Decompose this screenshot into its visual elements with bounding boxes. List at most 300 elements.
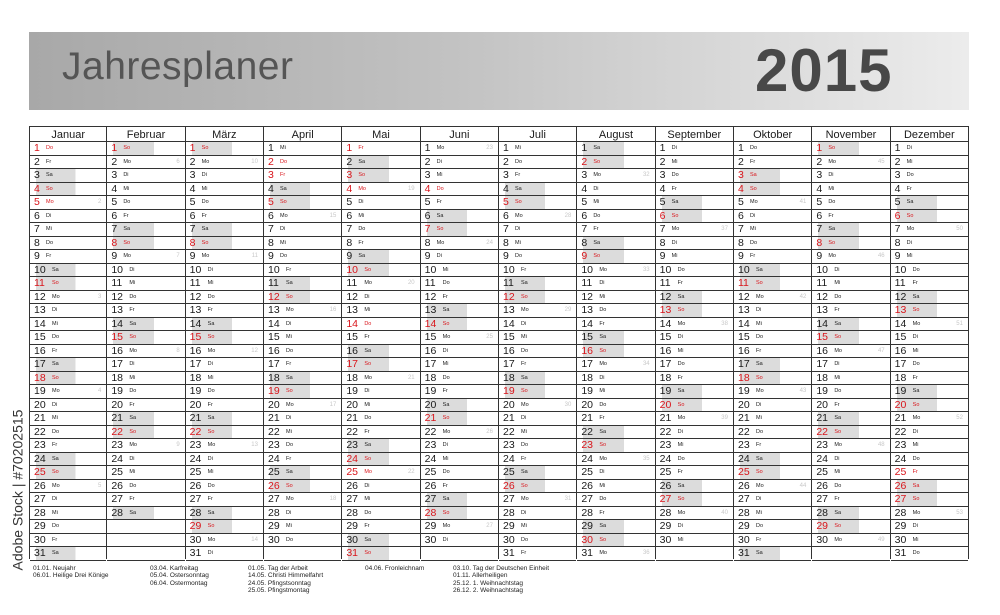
- weekday-abbr: Fr: [671, 185, 677, 192]
- weekday-abbr: Sa: [756, 455, 763, 462]
- weekday-abbr: So: [364, 266, 372, 273]
- weekday-abbr: Fr: [364, 428, 370, 435]
- day-row: [342, 223, 419, 237]
- week-number: 48: [877, 442, 885, 448]
- day-row: [264, 534, 341, 548]
- day-number: 24: [268, 452, 280, 465]
- day-number: 23: [268, 439, 280, 451]
- day-row: [342, 385, 419, 399]
- weekday-abbr: Sa: [834, 320, 842, 327]
- weekday-abbr: Mo: [515, 212, 523, 219]
- weekday-abbr: Do: [599, 401, 607, 408]
- weekday-abbr: Di: [358, 199, 364, 205]
- weekday-abbr: Mi: [201, 185, 208, 192]
- weekday-abbr: Fr: [912, 374, 918, 381]
- weekday-abbr: Di: [599, 469, 605, 475]
- day-row: [656, 277, 733, 291]
- weekday-abbr: Sa: [828, 226, 836, 232]
- weekday-abbr: Di: [52, 307, 58, 313]
- weekday-abbr: Mo: [599, 361, 607, 367]
- day-row: [499, 345, 576, 359]
- month-column: [29, 126, 107, 559]
- weekday-abbr: Mi: [515, 239, 521, 246]
- day-row: [812, 237, 889, 251]
- day-number: 25: [503, 466, 515, 478]
- month-name: Oktober: [734, 126, 811, 142]
- day-row: [30, 169, 106, 183]
- day-number: 12: [738, 290, 750, 303]
- day-row: [107, 250, 184, 264]
- day-number: 9: [346, 250, 353, 262]
- day-row: [30, 318, 106, 332]
- week-number: 49: [877, 536, 885, 543]
- weekday-abbr: Di: [912, 428, 918, 435]
- day-row: [656, 547, 733, 561]
- day-row: [891, 547, 968, 561]
- day-row: [656, 399, 733, 413]
- weekday-abbr: So: [677, 401, 685, 408]
- day-number: 24: [816, 452, 829, 465]
- day-number: 13: [503, 304, 515, 316]
- month-name: März: [186, 126, 263, 142]
- day-row: [577, 385, 654, 399]
- day-number: 10: [268, 263, 280, 276]
- day-row: [264, 453, 341, 467]
- weekday-abbr: Mo: [286, 496, 294, 502]
- day-number: 12: [268, 290, 280, 303]
- day-row: [656, 304, 733, 318]
- day-row: [264, 250, 341, 264]
- day-row: [656, 385, 733, 399]
- day-row: [264, 223, 341, 237]
- legend-block: 04.06. Fronleichnam: [365, 565, 425, 572]
- day-row: [342, 345, 419, 359]
- weekday-abbr: Do: [834, 388, 842, 394]
- day-number: 6: [189, 209, 196, 222]
- day-row: [30, 250, 106, 264]
- weekday-abbr: Di: [834, 266, 840, 273]
- day-row: [421, 318, 498, 332]
- day-number: 11: [34, 277, 45, 289]
- day-number: 5: [111, 196, 118, 208]
- day-number: 11: [816, 277, 828, 289]
- day-number: 12: [816, 290, 829, 303]
- day-row: [577, 466, 654, 480]
- day-number: 26: [268, 479, 280, 492]
- day-row: [734, 318, 811, 332]
- day-row: [186, 453, 263, 467]
- weekday-abbr: Di: [123, 172, 129, 178]
- weekday-abbr: Mo: [756, 293, 764, 300]
- day-number: 30: [34, 533, 46, 546]
- day-number: 29: [268, 520, 280, 532]
- weekday-abbr: Sa: [756, 361, 763, 367]
- weekday-abbr: Do: [436, 185, 444, 192]
- day-row: [499, 277, 576, 291]
- day-row: [264, 385, 341, 399]
- day-row: [186, 169, 263, 183]
- day-number: 6: [738, 209, 744, 222]
- day-number: 16: [111, 344, 124, 357]
- day-number: 5: [816, 196, 823, 208]
- weekday-abbr: Fr: [828, 212, 834, 219]
- day-row: [30, 520, 106, 534]
- day-number: 14: [111, 317, 124, 330]
- weekday-abbr: Fr: [286, 266, 292, 273]
- day-row: [186, 439, 263, 453]
- day-number: 23: [894, 439, 907, 451]
- weekday-abbr: Mo: [442, 523, 451, 529]
- day-number: 1: [111, 142, 118, 154]
- weekday-abbr: Do: [521, 536, 529, 543]
- weekday-abbr: Mi: [756, 415, 762, 421]
- watermark-text: Adobe Stock | #70202515: [9, 409, 26, 571]
- day-row: [577, 291, 654, 305]
- day-number: 24: [659, 452, 672, 465]
- weekday-abbr: Sa: [834, 509, 842, 516]
- day-number: 3: [346, 169, 353, 181]
- weekday-abbr: Fr: [52, 536, 58, 543]
- day-row: [891, 466, 968, 480]
- day-number: 24: [738, 452, 750, 465]
- day-row: [734, 453, 811, 467]
- day-row: [656, 196, 733, 210]
- day-row: [734, 507, 811, 521]
- day-number: 3: [189, 169, 196, 181]
- weekday-abbr: So: [207, 428, 215, 435]
- day-number: 21: [738, 412, 750, 424]
- weekday-abbr: Fr: [521, 455, 527, 462]
- day-row: [656, 183, 733, 197]
- weekday-abbr: Sa: [129, 509, 137, 516]
- day-number: 28: [424, 506, 437, 519]
- weekday-abbr: Fr: [834, 401, 840, 408]
- day-number: 13: [111, 304, 124, 316]
- weekday-abbr: Di: [280, 226, 286, 232]
- day-number: 8: [659, 236, 666, 249]
- weekday-abbr: So: [671, 212, 679, 219]
- weekday-abbr: Sa: [912, 388, 920, 394]
- day-number: 21: [503, 412, 515, 424]
- day-number: 23: [581, 439, 594, 451]
- day-row: [264, 183, 341, 197]
- weekday-abbr: Di: [912, 334, 918, 340]
- day-row: [30, 453, 106, 467]
- weekday-abbr: Sa: [52, 361, 59, 367]
- day-number: 13: [894, 304, 907, 316]
- day-row: [499, 237, 576, 251]
- week-number: 29: [564, 307, 572, 313]
- weekday-abbr: Do: [521, 442, 529, 448]
- day-row: [891, 237, 968, 251]
- weekday-abbr: Di: [750, 212, 756, 219]
- day-number: 19: [111, 385, 124, 397]
- weekday-abbr: So: [677, 496, 685, 502]
- month-column: [577, 126, 655, 559]
- weekday-abbr: Di: [834, 361, 840, 367]
- weekday-abbr: Mi: [207, 374, 214, 381]
- week-number: 37: [721, 226, 728, 232]
- day-row: [107, 210, 184, 224]
- day-row: [264, 372, 341, 386]
- weekday-abbr: Mo: [123, 158, 131, 165]
- day-number: 15: [816, 331, 829, 343]
- weekday-abbr: Fr: [599, 320, 605, 327]
- weekday-abbr: Mo: [201, 253, 210, 259]
- day-row: [107, 534, 184, 548]
- day-number: 28: [738, 506, 750, 519]
- week-number: 45: [877, 158, 885, 165]
- day-number: 17: [34, 358, 46, 370]
- day-row: [421, 345, 498, 359]
- weekday-abbr: Mi: [442, 361, 449, 367]
- day-number: 20: [34, 398, 46, 411]
- day-row: [421, 520, 498, 534]
- weekday-abbr: Fr: [207, 496, 213, 502]
- weekday-abbr: Mi: [912, 536, 919, 543]
- day-row: [30, 237, 106, 251]
- week-number: 5: [97, 482, 102, 489]
- weekday-abbr: Fr: [599, 415, 605, 421]
- weekday-abbr: Mo: [129, 347, 137, 354]
- day-number: 6: [894, 209, 901, 222]
- day-row: [734, 466, 811, 480]
- weekday-abbr: So: [280, 199, 287, 205]
- weekday-abbr: Mi: [521, 523, 527, 529]
- day-row: [186, 358, 263, 372]
- day-row: [734, 547, 811, 561]
- day-row: [656, 291, 733, 305]
- weekday-abbr: Mi: [599, 482, 606, 489]
- day-row: [577, 372, 654, 386]
- day-row: [186, 385, 263, 399]
- day-number: 21: [268, 412, 280, 424]
- weekday-abbr: Mi: [515, 145, 521, 151]
- weekday-abbr: Mo: [129, 442, 137, 448]
- day-row: [812, 372, 889, 386]
- day-row: [264, 547, 341, 561]
- weekday-abbr: Fr: [129, 307, 135, 313]
- day-row: [577, 237, 654, 251]
- day-row: [812, 291, 889, 305]
- weekday-abbr: Fr: [756, 536, 762, 543]
- day-row: [342, 453, 419, 467]
- day-number: 13: [738, 304, 750, 316]
- day-number: 16: [189, 344, 202, 357]
- weekday-abbr: Sa: [599, 334, 607, 340]
- day-row: [342, 196, 419, 210]
- weekday-abbr: Do: [515, 158, 523, 165]
- weekday-abbr: Sa: [207, 320, 215, 327]
- day-number: 24: [581, 452, 594, 465]
- day-row: [264, 466, 341, 480]
- day-row: [734, 372, 811, 386]
- day-number: 9: [659, 250, 666, 262]
- day-number: 6: [111, 209, 118, 222]
- day-row: [891, 264, 968, 278]
- day-number: 3: [581, 169, 588, 181]
- weekday-abbr: Di: [521, 320, 527, 327]
- day-row: [421, 250, 498, 264]
- day-row: [891, 385, 968, 399]
- day-row: [577, 426, 654, 440]
- day-row: [421, 196, 498, 210]
- day-row: [107, 264, 184, 278]
- weekday-abbr: So: [521, 482, 528, 489]
- day-number: 22: [581, 425, 594, 438]
- weekday-abbr: Di: [599, 280, 605, 286]
- day-row: [264, 399, 341, 413]
- day-row: [656, 169, 733, 183]
- day-row: [421, 412, 498, 426]
- day-number: 21: [34, 412, 46, 424]
- day-row: [734, 291, 811, 305]
- day-number: 2: [738, 155, 744, 168]
- day-number: 3: [503, 169, 509, 181]
- day-number: 13: [268, 304, 280, 316]
- day-number: 28: [34, 506, 46, 519]
- day-number: 16: [424, 344, 437, 357]
- day-row: [499, 520, 576, 534]
- day-row: [107, 399, 184, 413]
- day-number: 27: [503, 493, 515, 505]
- day-row: [812, 250, 889, 264]
- day-number: 9: [503, 250, 509, 262]
- day-row: [812, 358, 889, 372]
- day-row: [421, 210, 498, 224]
- day-number: 28: [894, 506, 907, 519]
- day-row: [499, 210, 576, 224]
- day-number: 19: [738, 385, 750, 397]
- weekday-abbr: Do: [912, 361, 920, 367]
- day-row: [342, 412, 419, 426]
- weekday-abbr: Fr: [442, 482, 448, 489]
- month-name: Januar: [30, 126, 106, 142]
- day-number: 1: [503, 142, 509, 154]
- day-row: [499, 318, 576, 332]
- day-number: 27: [894, 493, 907, 505]
- day-row: [107, 439, 184, 453]
- day-row: [812, 223, 889, 237]
- day-number: 5: [346, 196, 353, 208]
- weekday-abbr: Do: [912, 455, 920, 462]
- day-row: [421, 547, 498, 561]
- day-number: 28: [503, 506, 515, 519]
- day-row: [891, 156, 968, 170]
- day-number: 25: [346, 466, 359, 478]
- weekday-abbr: Sa: [201, 226, 209, 232]
- weekday-abbr: Di: [756, 401, 762, 408]
- day-row: [186, 331, 263, 345]
- weekday-abbr: Sa: [906, 199, 914, 205]
- year-label: 2015: [755, 37, 893, 104]
- day-row: [107, 183, 184, 197]
- day-number: 8: [111, 236, 118, 249]
- day-number: 9: [111, 250, 118, 262]
- day-number: 25: [424, 466, 437, 478]
- day-number: 23: [503, 439, 515, 451]
- week-number: 33: [642, 266, 650, 273]
- weekday-abbr: Di: [201, 172, 207, 178]
- weekday-abbr: So: [364, 550, 372, 556]
- day-row: [577, 169, 654, 183]
- day-row: [107, 547, 184, 561]
- day-number: 22: [111, 425, 124, 438]
- weekday-abbr: Sa: [521, 469, 528, 475]
- weekday-abbr: So: [828, 145, 836, 151]
- weekday-abbr: So: [123, 239, 131, 246]
- weekday-abbr: Do: [671, 172, 679, 178]
- weekday-abbr: Di: [756, 307, 762, 313]
- day-row: [342, 547, 419, 561]
- month-name: Juni: [421, 126, 498, 142]
- day-number: 11: [581, 277, 593, 289]
- week-number: 11: [251, 253, 258, 259]
- day-row: [891, 223, 968, 237]
- week-number: 53: [956, 509, 963, 516]
- day-row: [734, 534, 811, 548]
- day-row: [499, 547, 576, 561]
- day-number: 10: [581, 263, 594, 276]
- weekday-abbr: Mo: [677, 320, 686, 327]
- day-number: 5: [581, 196, 588, 208]
- week-number: 8: [176, 347, 180, 354]
- day-number: 19: [659, 385, 672, 397]
- day-row: [342, 466, 419, 480]
- day-number: 18: [346, 371, 359, 384]
- weekday-abbr: Mo: [364, 280, 372, 286]
- day-number: 29: [424, 520, 437, 532]
- month-column: [812, 126, 890, 559]
- day-row: [30, 480, 106, 494]
- weekday-abbr: Do: [364, 509, 372, 516]
- day-row: [107, 345, 184, 359]
- day-row: [30, 385, 106, 399]
- day-number: 10: [503, 263, 515, 276]
- week-number: 35: [642, 455, 650, 462]
- day-number: 29: [894, 520, 907, 532]
- day-number: 29: [346, 520, 359, 532]
- weekday-abbr: Fr: [436, 199, 442, 205]
- day-row: [264, 156, 341, 170]
- weekday-abbr: Do: [123, 199, 131, 205]
- day-number: 26: [581, 479, 594, 492]
- day-number: 13: [816, 304, 829, 316]
- day-row: [30, 412, 106, 426]
- day-number: 15: [424, 331, 437, 343]
- day-row: [656, 210, 733, 224]
- day-number: 7: [268, 223, 274, 235]
- day-number: 7: [346, 223, 353, 235]
- weekday-abbr: Fr: [521, 361, 527, 367]
- weekday-abbr: Fr: [599, 509, 605, 516]
- day-row: [891, 412, 968, 426]
- weekday-abbr: Fr: [52, 442, 58, 448]
- weekday-abbr: Do: [912, 550, 920, 556]
- weekday-abbr: Mo: [364, 374, 372, 381]
- day-row: [186, 520, 263, 534]
- day-number: 11: [503, 277, 514, 289]
- weekday-abbr: Do: [756, 428, 764, 435]
- weekday-abbr: Fr: [834, 307, 840, 313]
- day-row: [107, 426, 184, 440]
- day-row: [421, 331, 498, 345]
- weekday-abbr: Mo: [912, 320, 921, 327]
- weekday-abbr: Do: [593, 212, 601, 219]
- month-name: September: [656, 126, 733, 142]
- weekday-abbr: Fr: [207, 401, 213, 408]
- weekday-abbr: Mo: [521, 496, 529, 502]
